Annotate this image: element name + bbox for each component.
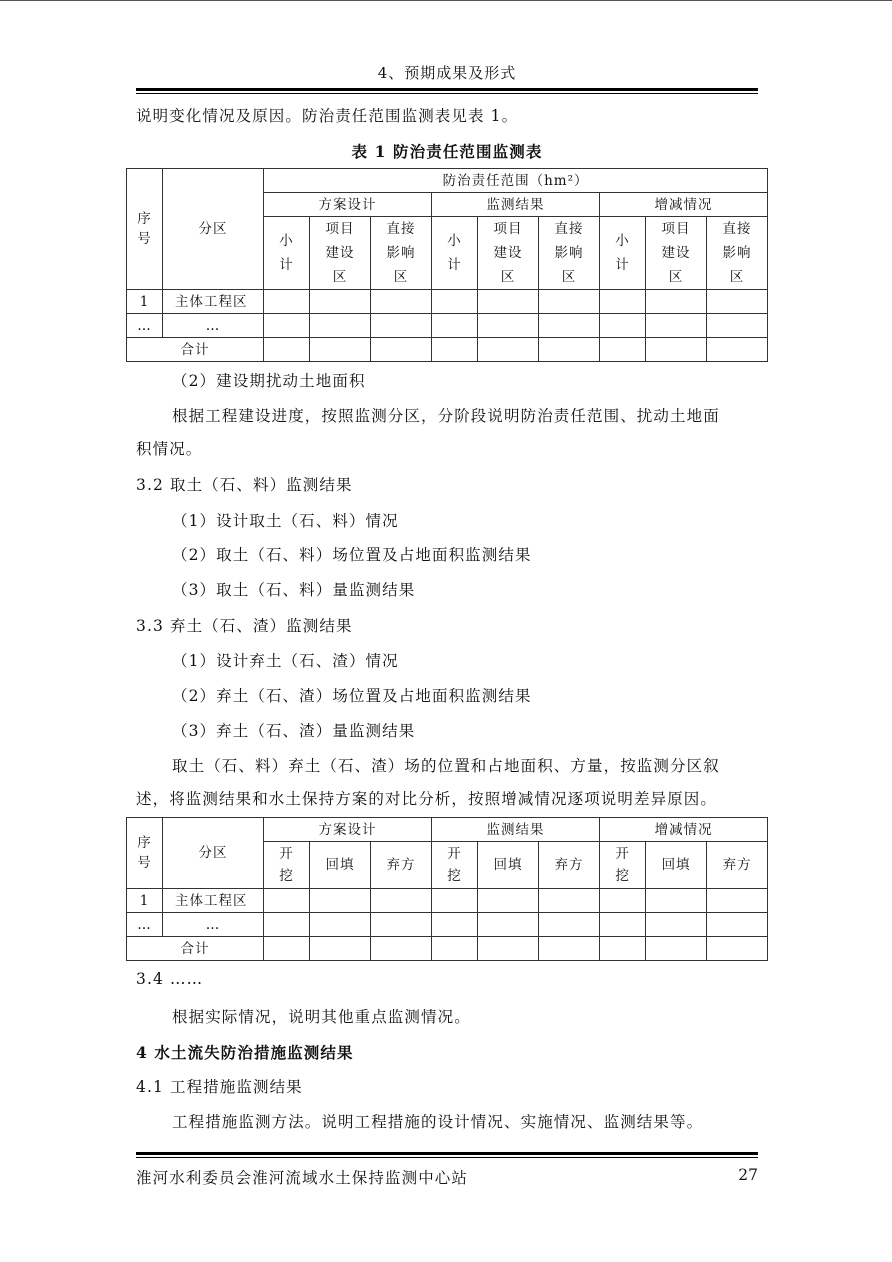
footer-rule-thin [136,1157,758,1158]
responsibility-range-table [126,168,768,362]
sub-header: 小计 [600,217,646,290]
paragraph: 根据实际情况，说明其他重点监测情况。 [172,1008,471,1026]
cell-zone: … [163,913,264,937]
group-header: 监测结果 [432,818,600,842]
cell-zone: 主体工程区 [163,889,264,913]
sub-header: 直接影响区 [539,217,600,290]
page-top-border [0,0,892,1]
group-header: 监测结果 [432,193,600,217]
list-item: （3）弃土（石、渣）量监测结果 [172,722,416,740]
sub-header: 弃方 [707,842,768,889]
list-item: （1）设计弃土（石、渣）情况 [172,652,399,670]
cell-total: 合计 [127,338,264,362]
table-total-row [127,338,768,362]
intro-line: 说明变化情况及原因。防治责任范围监测表见表 1。 [136,107,519,125]
header-rule-thick [136,88,758,91]
spoil-soil-table [126,817,768,961]
col-header-seq: 序号 [127,818,163,889]
paragraph: 述，将监测结果和水土保持方案的对比分析，按照增减情况逐项说明差异原因。 [136,790,718,808]
sub-header: 开挖 [600,842,646,889]
col-header-seq: 序号 [127,169,163,290]
sub-header: 弃方 [371,842,432,889]
list-item: （2）弃土（石、渣）场位置及占地面积监测结果 [172,687,532,705]
cell-zone: 主体工程区 [163,290,264,314]
list-item: （1）设计取土（石、料）情况 [172,512,399,530]
chapter-heading: 4 水土流失防治措施监测结果 [136,1043,354,1062]
table-row [127,913,768,937]
cell-total: 合计 [127,937,264,961]
cell-seq: … [127,314,163,338]
group-header: 增减情况 [600,193,768,217]
group-header: 方案设计 [264,193,432,217]
list-item: （3）取土（石、料）量监测结果 [172,581,416,599]
section-heading: 4.1 工程措施监测结果 [136,1078,303,1096]
paragraph: 积情况。 [136,440,203,458]
group-header: 增减情况 [600,818,768,842]
footer-organization: 淮河水利委员会淮河流域水土保持监测中心站 [136,1169,469,1187]
section-heading: 3.3 弃土（石、渣）监测结果 [136,617,353,635]
paragraph: 工程措施监测方法。说明工程措施的设计情况、实施情况、监测结果等。 [172,1113,704,1131]
header-rule-thin [136,93,758,94]
sub-header: 弃方 [539,842,600,889]
paragraph: 取土（石、料）弃土（石、渣）场的位置和占地面积、方量，按监测分区叙 [172,757,720,775]
cell-seq: 1 [127,290,163,314]
page-number: 27 [738,1166,758,1184]
sub-header: 回填 [646,842,707,889]
paragraph: （2）建设期扰动土地面积 [172,372,366,390]
group-header: 方案设计 [264,818,432,842]
table-row [127,314,768,338]
paragraph: 根据工程建设进度，按照监测分区，分阶段说明防治责任范围、扰动土地面 [172,407,720,425]
sub-header: 项目建设区 [310,217,371,290]
sub-header: 项目建设区 [646,217,707,290]
cell-seq: … [127,913,163,937]
sub-header: 开挖 [264,842,310,889]
section-heading: 3.4 …… [136,970,204,988]
sub-header: 开挖 [432,842,478,889]
sub-header: 直接影响区 [371,217,432,290]
list-item: （2）取土（石、料）场位置及占地面积监测结果 [172,546,532,564]
col-header-zone: 分区 [163,818,264,889]
sub-header: 回填 [478,842,539,889]
col-header-range: 防治责任范围（hm²） [264,169,768,193]
table-row [127,889,768,913]
table1-caption: 表 1 防治责任范围监测表 [351,142,543,161]
sub-header: 项目建设区 [478,217,539,290]
footer-rule-thick [136,1152,758,1155]
sub-header: 小计 [264,217,310,290]
col-header-zone: 分区 [163,169,264,290]
sub-header: 直接影响区 [707,217,768,290]
table-row [127,290,768,314]
sub-header: 小计 [432,217,478,290]
running-header: 4、预期成果及形式 [377,64,517,82]
table-total-row [127,937,768,961]
section-heading: 3.2 取土（石、料）监测结果 [136,476,353,494]
cell-seq: 1 [127,889,163,913]
sub-header: 回填 [310,842,371,889]
cell-zone: … [163,314,264,338]
